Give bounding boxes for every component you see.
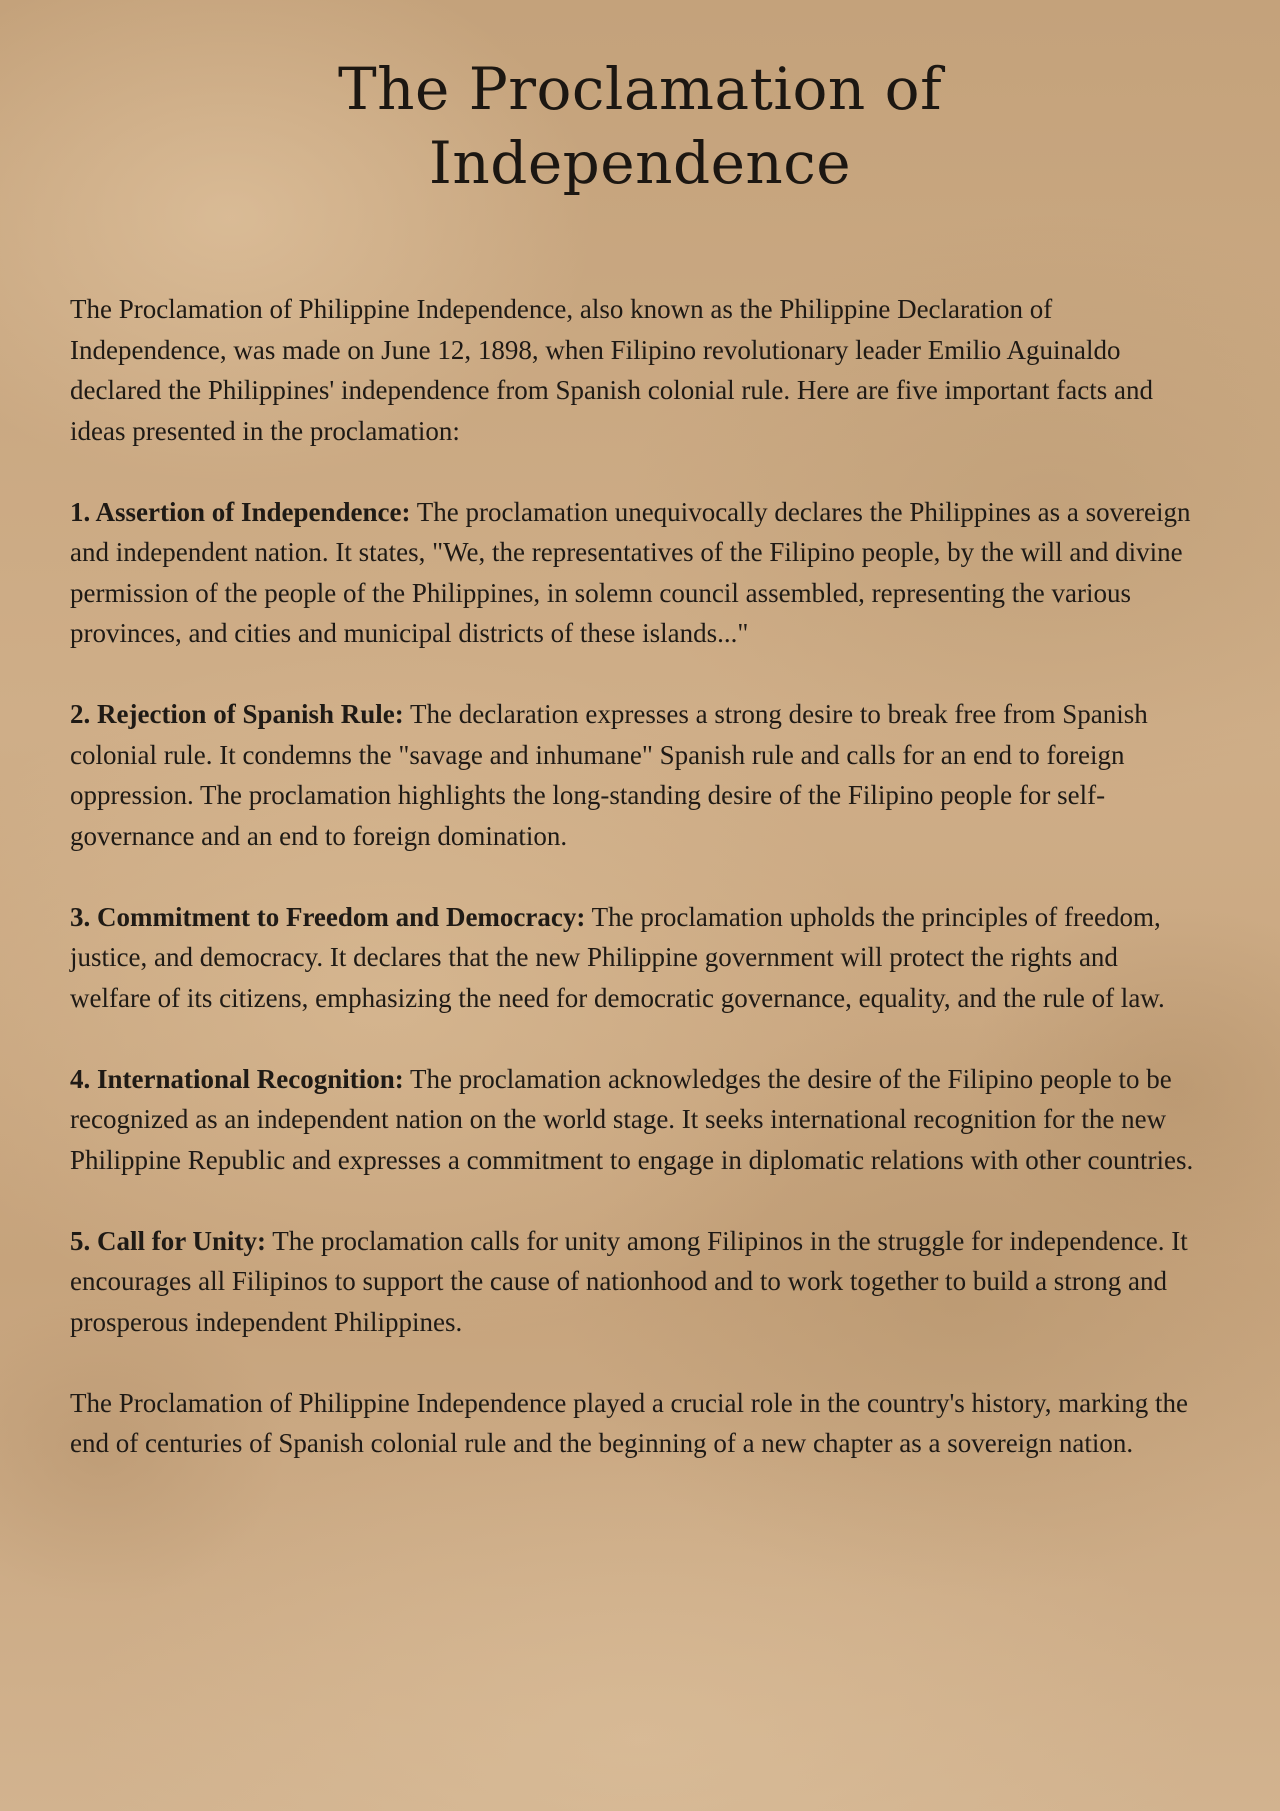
point-1-paragraph bbox=[70, 492, 1205, 654]
point-5-paragraph bbox=[70, 1221, 1205, 1343]
point-4-text: The proclamation acknowledges the desire of the Filipino people to be recognized as an independent nation on the world stage. It seeks international recognition for the new Philippine Republic and expresses a commitment to engage in diplomatic relations with other countries. bbox=[70, 1063, 1194, 1175]
page-title-line-1: The Proclamation of bbox=[337, 55, 943, 123]
conclusion-paragraph: The Proclamation of Philippine Independence played a crucial role in the country's history, marking the end of centuries of Spanish colonial rule and the beginning of a new chapter as a sovereign nation. bbox=[70, 1387, 1189, 1458]
point-3-heading: 3. Commitment to Freedom and Democracy: bbox=[70, 901, 586, 932]
point-1-heading: 1. Assertion of Independence: bbox=[70, 496, 411, 527]
page-title bbox=[0, 52, 1280, 200]
point-3-text: The proclamation upholds the principles of freedom, justice, and democracy. It declares that the new Philippine government will protect the rights and welfare of its citizens, emphasizing the need for democratic governance, equality, and the rule of law. bbox=[70, 901, 1165, 1013]
point-3-paragraph bbox=[70, 897, 1205, 1019]
point-4-paragraph bbox=[70, 1059, 1205, 1181]
point-2-heading: 2. Rejection of Spanish Rule: bbox=[70, 699, 404, 729]
point-1-text: The proclamation unequivocally declares the Philippines as a sovereign and independent nation. It states, "We, the representatives of the Filipino people, by the will and divine permission of the people of the Philippines, in solemn council assembled, representing the various provinces, and cities and municipal districts of these islands..." bbox=[70, 496, 1191, 648]
point-2-paragraph bbox=[70, 694, 1205, 856]
intro-paragraph: The Proclamation of Philippine Independence, also known as the Philippine Declaration of Independence, was made on June 12, 1898, when Filipino revolutionary leader Emilio Aguinaldo declared the Philippines' independence from Spanish colonial rule. Here are five important facts and ideas presented in the proclamation: bbox=[70, 294, 1153, 446]
point-5-heading: 5. Call for Unity: bbox=[70, 1225, 266, 1256]
page-title-line-2: Independence bbox=[428, 129, 852, 197]
point-5-text: The proclamation calls for unity among Filipinos in the struggle for independence. It encourages all Filipinos to support the cause of nationhood and to work together to build a strong and prosperous independent Philippines. bbox=[70, 1225, 1188, 1337]
document-body bbox=[70, 289, 1205, 1504]
point-4-heading: 4. International Recognition: bbox=[70, 1063, 404, 1094]
point-2-text: The declaration expresses a strong desire to break free from Spanish colonial rule. It condemns the "savage and inhumane" Spanish rule and calls for an end to foreign oppression. The proclamation highlights the long-standing desire of the Filipino people for self-governance and an end to foreign domination. bbox=[70, 699, 1148, 851]
